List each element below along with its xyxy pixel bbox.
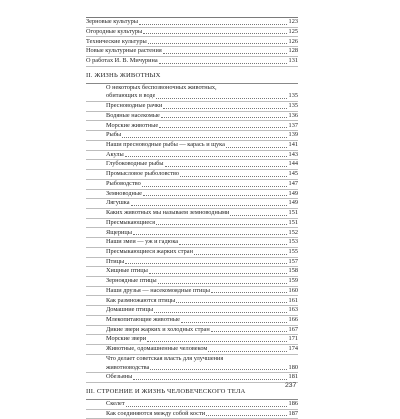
dot-leader xyxy=(211,330,287,332)
toc-entry-page: 151 xyxy=(288,209,298,217)
toc-entry-title: Зерновые культуры xyxy=(86,18,139,26)
dot-leader xyxy=(163,52,287,54)
toc-entry-title: Ящерицы xyxy=(106,228,132,236)
toc-entry[interactable] xyxy=(86,248,298,258)
dot-leader xyxy=(159,62,287,64)
toc-entry-page: 181 xyxy=(288,373,298,381)
toc-entry[interactable] xyxy=(86,363,298,373)
toc-entry-title: Птицы xyxy=(106,257,125,265)
dot-leader xyxy=(149,272,287,274)
toc-entry-title: обитающих в воде xyxy=(106,92,156,100)
dot-leader xyxy=(158,282,287,284)
toc-entry[interactable] xyxy=(86,267,298,277)
dot-leader xyxy=(194,253,287,255)
toc-entry-title: Пресноводные рачки xyxy=(106,102,163,110)
toc-entry-title: Лягушка xyxy=(106,199,130,207)
toc-entry-title: Земноводные xyxy=(106,189,142,197)
toc-entry-title: О некоторых беспозвоночных животных, xyxy=(106,83,217,91)
toc-entry[interactable] xyxy=(86,287,298,297)
toc-entry[interactable] xyxy=(86,121,298,131)
toc-entry-title: Морские звери xyxy=(106,335,147,343)
dot-leader xyxy=(126,405,287,407)
dot-leader xyxy=(147,340,287,342)
toc-entry[interactable] xyxy=(86,141,298,151)
toc-entry-title: Животные, одомашненные человеком xyxy=(106,345,208,353)
toc-entry-page: 136 xyxy=(288,111,298,119)
toc-entry-page: 171 xyxy=(288,335,298,343)
toc-entry-title: Глубоководные рыбы xyxy=(106,160,164,168)
dot-leader xyxy=(211,291,287,293)
toc-entry[interactable] xyxy=(86,180,298,190)
toc-entry-title: Скелет xyxy=(106,400,125,407)
toc-entry[interactable] xyxy=(86,316,298,326)
toc-entry-page: 158 xyxy=(288,267,298,275)
toc-entry-title: Домашние птицы xyxy=(106,306,154,314)
toc-entry-title: Обезьяны xyxy=(106,373,133,381)
toc-entry[interactable] xyxy=(86,335,298,345)
toc-entry-page: 187 xyxy=(288,409,298,417)
page-number: 237 xyxy=(285,382,297,389)
toc-entry-title: Каких животных мы называем земноводными xyxy=(106,209,230,217)
toc-entry-title: Новые культурные растения xyxy=(86,47,162,55)
dot-leader xyxy=(150,368,287,370)
toc-entry-title: Что делает советская власть для улучшения xyxy=(106,354,224,362)
dot-leader xyxy=(179,243,287,245)
toc-entry[interactable] xyxy=(86,170,298,180)
toc-entry-title: Наши пресноводные рыбы — карась и щука xyxy=(106,141,225,149)
toc-entry-title: Млекопитающие животные xyxy=(106,315,180,323)
toc-entry-page: 161 xyxy=(288,296,298,304)
toc-entry[interactable] xyxy=(86,160,298,170)
toc-entry-page: 128 xyxy=(288,47,298,55)
toc-entry[interactable] xyxy=(86,258,298,268)
toc-entry-page: 153 xyxy=(288,238,298,246)
toc-entry[interactable] xyxy=(86,92,298,102)
toc-entry-page: 149 xyxy=(288,199,298,207)
toc-entry-page: 155 xyxy=(288,247,298,255)
toc-entry[interactable] xyxy=(86,131,298,141)
dot-leader xyxy=(226,146,287,148)
dot-leader xyxy=(142,185,287,187)
toc-entry[interactable] xyxy=(86,400,298,410)
toc-entry[interactable] xyxy=(86,326,298,336)
toc-entry-title: Акулы xyxy=(106,150,124,158)
toc-entry-page: 143 xyxy=(288,150,298,158)
toc-entry[interactable] xyxy=(86,199,298,209)
toc-entry[interactable] xyxy=(86,345,298,355)
toc-entry[interactable] xyxy=(86,47,298,57)
toc-entry[interactable] xyxy=(86,57,298,67)
toc-entry-page: 137 xyxy=(288,121,298,129)
toc-entry-page: 126 xyxy=(288,37,298,45)
toc-entry-page: 167 xyxy=(288,325,298,333)
toc-entry-page: 151 xyxy=(288,218,298,226)
dot-leader xyxy=(133,378,287,380)
toc-entry[interactable] xyxy=(86,219,298,229)
toc-entry-page: 144 xyxy=(288,160,298,168)
toc-entry[interactable] xyxy=(86,209,298,219)
toc-entry-page: 125 xyxy=(288,27,298,35)
toc-entry[interactable] xyxy=(86,112,298,122)
toc-entry-title: Как размножаются птицы xyxy=(106,296,176,304)
toc-entry-title: О работах И. В. Мичурина xyxy=(86,57,158,64)
toc-entry-page: 159 xyxy=(288,277,298,285)
toc-entry-title: Наши змеи — уж и гадюка xyxy=(106,238,179,246)
toc-entry-title: животноводства xyxy=(106,363,150,371)
toc-entry[interactable] xyxy=(86,37,298,47)
toc-entry-page: 174 xyxy=(288,345,298,353)
toc-entry-page: 163 xyxy=(288,306,298,314)
table-of-contents xyxy=(86,18,298,419)
dot-leader xyxy=(143,32,287,34)
toc-entry-page: 147 xyxy=(288,179,298,187)
toc-entry-title: Пресмыкающиеся жарких стран xyxy=(106,247,193,255)
toc-entry-page: 131 xyxy=(288,57,298,64)
dot-leader xyxy=(180,175,287,177)
toc-entry[interactable] xyxy=(86,28,298,38)
toc-entry-page: 139 xyxy=(288,131,298,139)
section-heading: II. ЖИЗНЬ ЖИВОТНЫХ xyxy=(86,69,298,84)
toc-entry-title: Промысловое рыболовство xyxy=(106,170,180,178)
toc-entry[interactable] xyxy=(86,277,298,287)
toc-entry-page: 141 xyxy=(288,141,298,149)
dot-leader xyxy=(148,42,287,44)
toc-entry-page: 180 xyxy=(288,363,298,371)
toc-entry[interactable] xyxy=(86,228,298,238)
toc-entry-title: Пресмыкающиеся xyxy=(106,218,155,226)
toc-entry[interactable] xyxy=(86,373,298,383)
toc-entry-page: 135 xyxy=(288,102,298,110)
toc-entry-title: Морские животные xyxy=(106,121,159,129)
dot-leader xyxy=(125,155,287,157)
dot-leader xyxy=(154,311,287,313)
toc-entry[interactable] xyxy=(86,306,298,316)
dot-leader xyxy=(133,233,287,235)
toc-entry-title: Рыбоводство xyxy=(106,179,141,187)
toc-entry-page: 157 xyxy=(288,257,298,265)
dot-leader xyxy=(143,194,287,196)
dot-leader xyxy=(122,136,287,138)
toc-entry[interactable] xyxy=(86,84,298,93)
toc-entry-page: 160 xyxy=(288,286,298,294)
toc-entry[interactable] xyxy=(86,296,298,306)
dot-leader xyxy=(131,204,287,206)
dot-leader xyxy=(156,223,287,225)
dot-leader xyxy=(165,165,288,167)
toc-entry-page: 166 xyxy=(288,315,298,323)
dot-leader xyxy=(139,23,287,25)
toc-entry-title: Рыбы xyxy=(106,131,122,139)
toc-entry[interactable] xyxy=(86,18,298,28)
dot-leader xyxy=(208,350,287,352)
toc-entry-title: Как соединяются между собой кости xyxy=(106,409,206,417)
dot-leader xyxy=(176,301,287,303)
toc-entry-page: 186 xyxy=(288,400,298,407)
dot-leader xyxy=(230,214,287,216)
dot-leader xyxy=(125,262,287,264)
toc-entry-page: 135 xyxy=(288,92,298,100)
dot-leader xyxy=(163,107,287,109)
toc-entry-title: Технические культуры xyxy=(86,37,147,45)
dot-leader xyxy=(161,116,287,118)
toc-entry[interactable] xyxy=(86,151,298,161)
toc-entry[interactable] xyxy=(86,102,298,112)
section-heading: III. СТРОЕНИЕ И ЖИЗНЬ ЧЕЛОВЕЧЕСКОГО ТЕЛА xyxy=(86,385,298,400)
toc-entry[interactable] xyxy=(86,355,298,364)
dot-leader xyxy=(159,126,287,128)
toc-entry-title: Зерноядные птицы xyxy=(106,277,157,285)
toc-entry-page: 145 xyxy=(288,170,298,178)
toc-entry-page: 123 xyxy=(288,18,298,26)
toc-entry[interactable] xyxy=(86,190,298,200)
toc-entry-page: 152 xyxy=(288,228,298,236)
toc-entry[interactable] xyxy=(86,410,298,419)
dot-leader xyxy=(206,414,287,416)
toc-entry-title: Хищные птицы xyxy=(106,267,148,275)
toc-entry-title: Наши друзья — насекомоядные птицы xyxy=(106,286,211,294)
toc-entry-page: 149 xyxy=(288,189,298,197)
toc-entry[interactable] xyxy=(86,238,298,248)
toc-entry-title: Водяные насекомые xyxy=(106,111,160,119)
toc-entry-title: Дикие звери жарких и холодных стран xyxy=(106,325,210,333)
dot-leader xyxy=(181,321,287,323)
toc-entry-title: Огородные культуры xyxy=(86,27,143,35)
dot-leader xyxy=(156,97,287,99)
